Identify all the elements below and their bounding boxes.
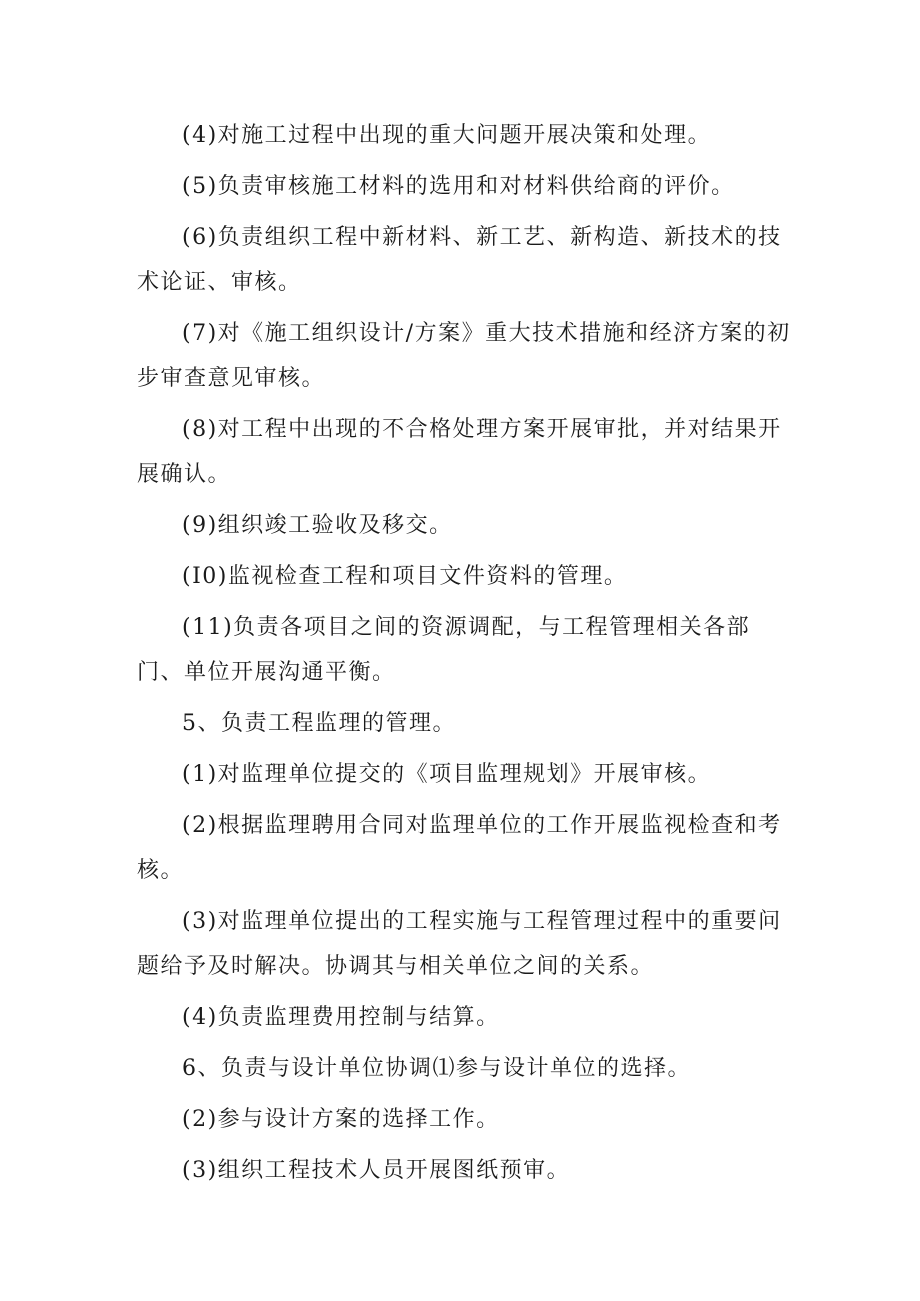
paragraph-item-11-coordination: (11)负责各项目之间的资源调配，与工程管理相关各部门、单位开展沟通平衡。 — [137, 615, 751, 685]
paragraph-item-6-new-tech: (6)负责组织工程中新材料、新工艺、新构造、新技术的技术论证、审核。 — [137, 225, 782, 295]
paragraph-item-10-document-control: (I0)监视检查工程和项目文件资料的管理。 — [182, 564, 628, 589]
paragraph-supervision-3: (3)对监理单位提出的工程实施与工程管理过程中的重要问题给予及时解决。协调其与相关单位之间的关系。 — [137, 909, 782, 979]
paragraph-supervision-2: (2)根据监理聘用合同对监理单位的工作开展监视检查和考核。 — [137, 813, 782, 883]
section-heading-5-supervision: 5、负责工程监理的管理。 — [182, 711, 456, 736]
paragraph-item-9-acceptance: (9)组织竣工验收及移交。 — [182, 513, 453, 538]
paragraph-item-7-design-review: (7)对《施工组织设计/方案》重大技术措施和经济方案的初步审查意见审核。 — [137, 321, 791, 391]
paragraph-design-2: (2)参与设计方案的选择工作。 — [182, 1107, 500, 1132]
paragraph-item-4-decision: (4)对施工过程中出现的重大问题开展决策和处理。 — [182, 123, 712, 148]
document-body — [137, 113, 793, 1193]
paragraph-supervision-1: (1)对监理单位提交的《项目监理规划》开展审核。 — [182, 762, 712, 787]
paragraph-item-5-materials: (5)负责审核施工材料的选用和对材料供给商的评价。 — [182, 174, 735, 199]
paragraph-design-3: (3)组织工程技术人员开展图纸预审。 — [182, 1158, 571, 1183]
paragraph-supervision-4: (4)负责监理费用控制与结算。 — [182, 1005, 500, 1030]
paragraph-item-8-nonconformance: (8)对工程中出现的不合格处理方案开展审批，并对结果开展确认。 — [137, 417, 782, 487]
section-heading-6-design: 6、负责与设计单位协调⑴参与设计单位的选择。 — [182, 1056, 691, 1081]
